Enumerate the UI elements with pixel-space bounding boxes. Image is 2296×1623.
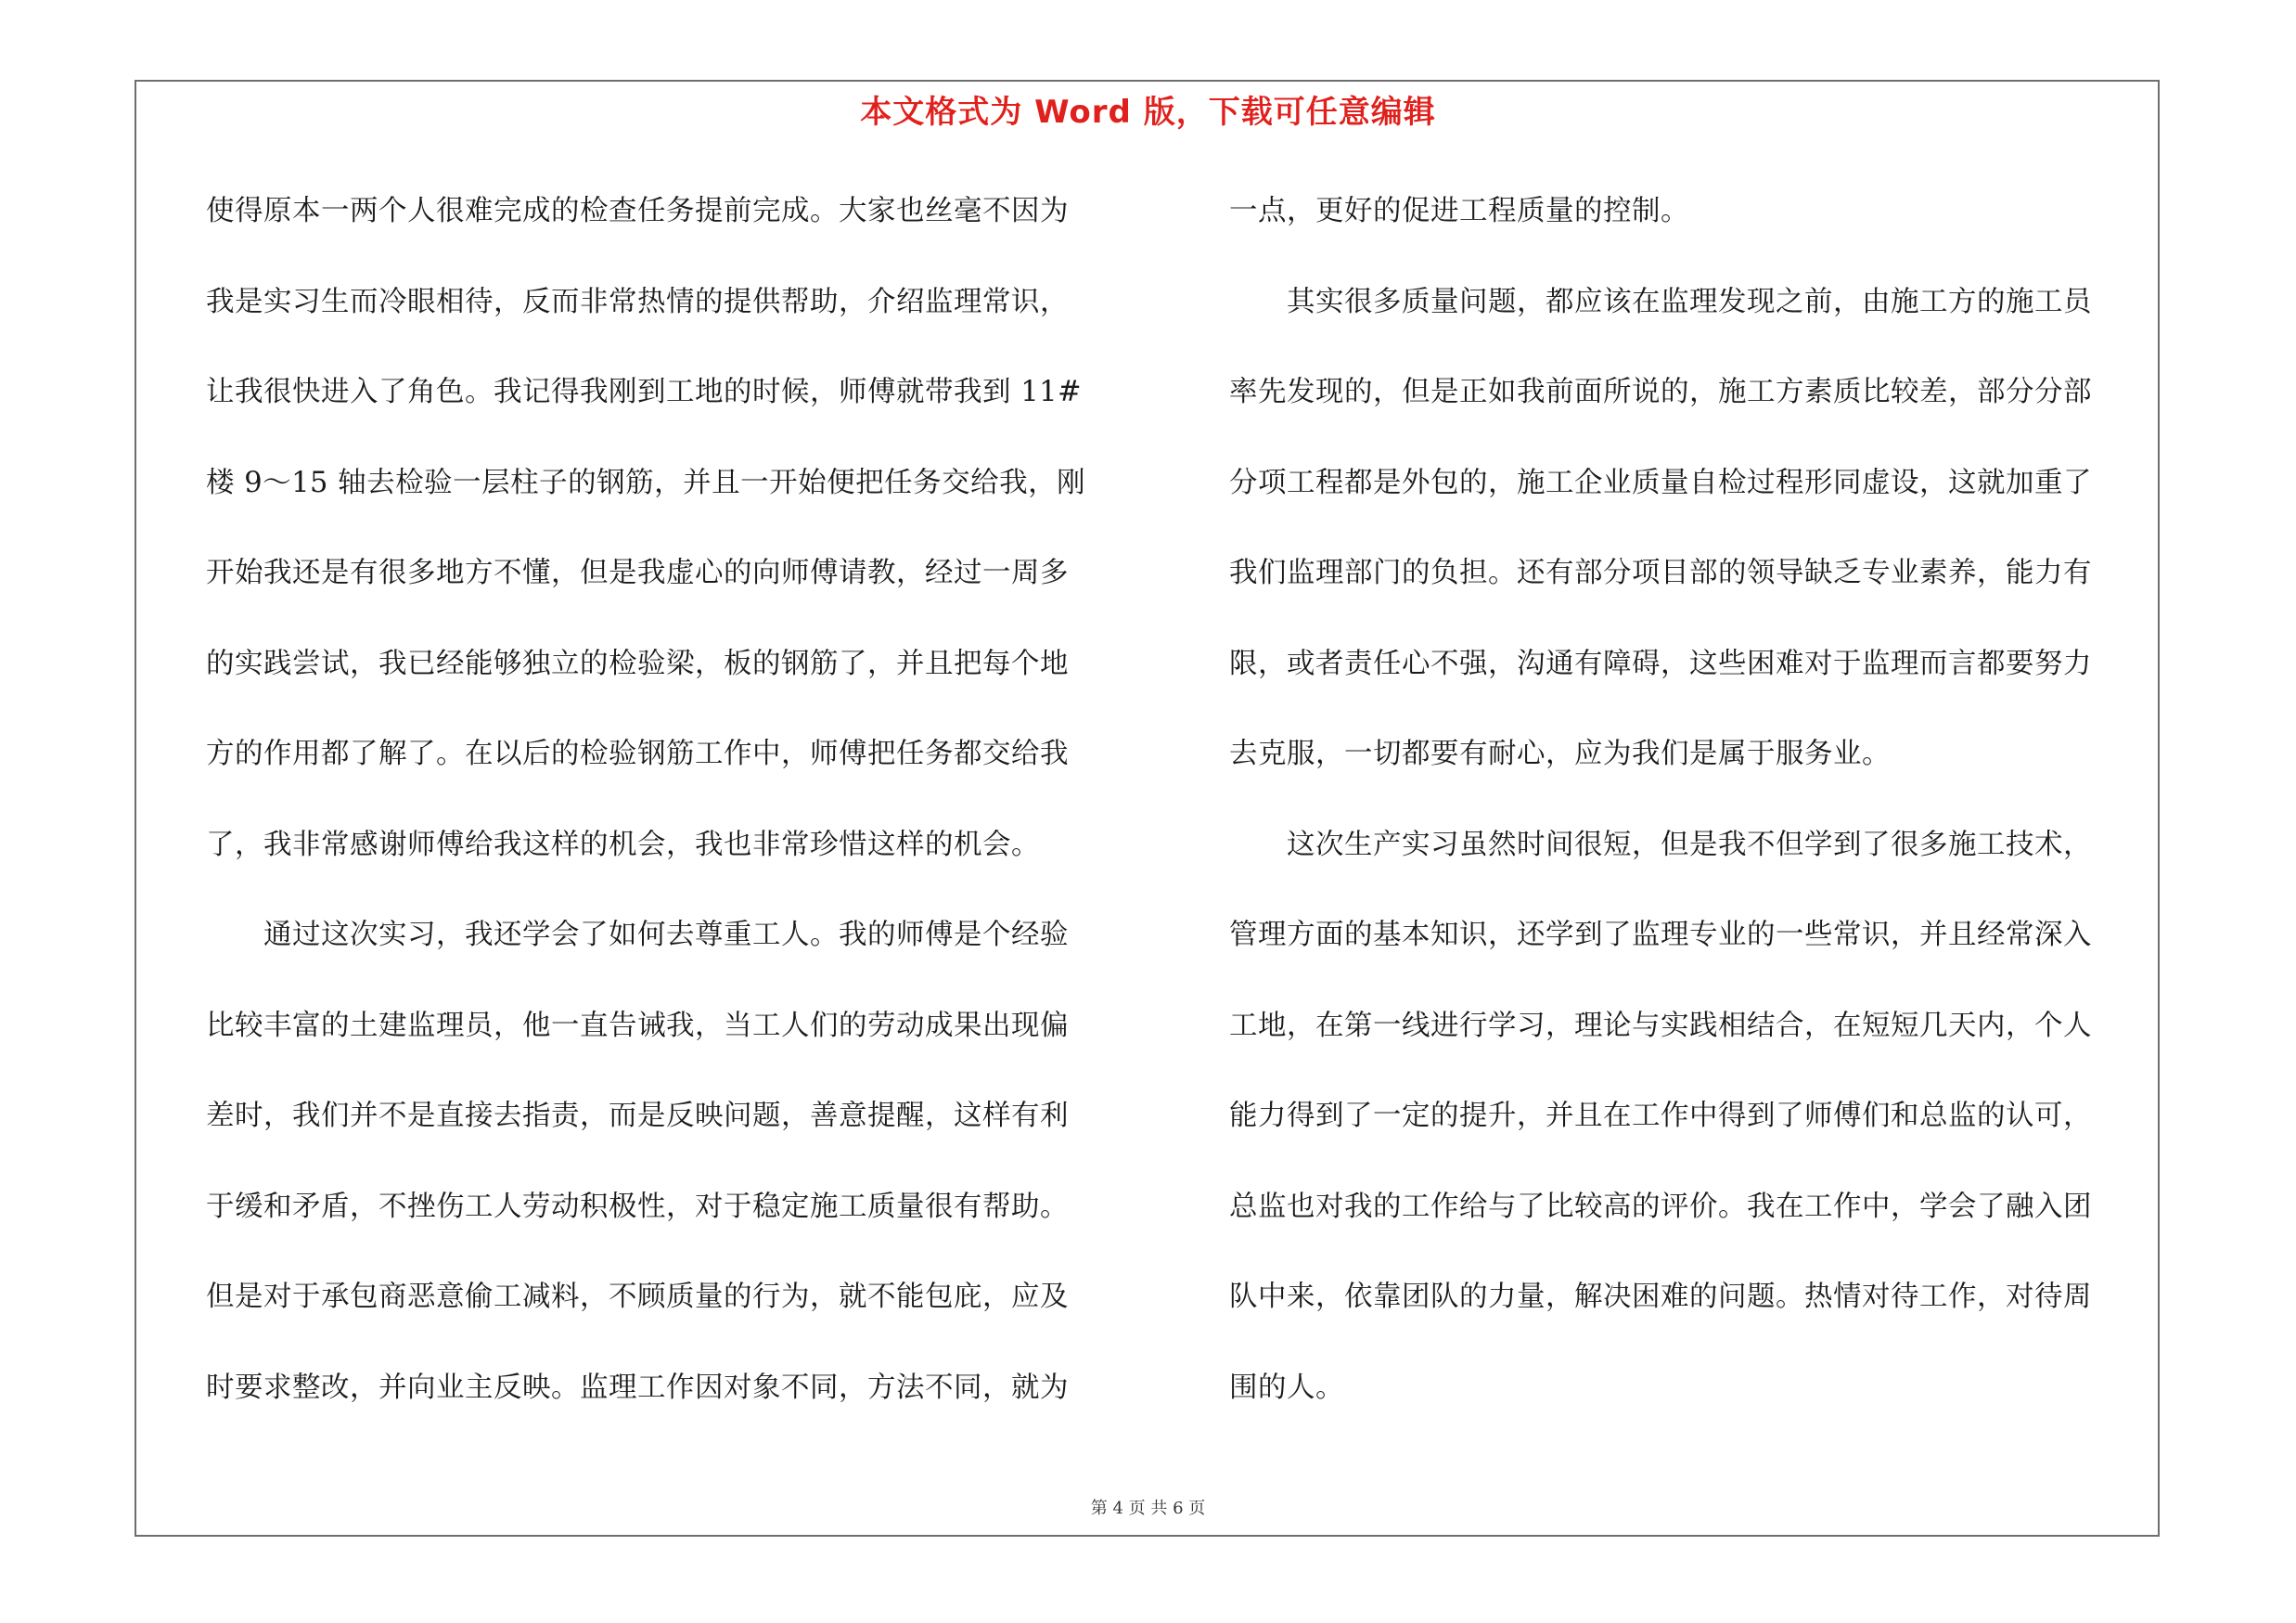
left-line-14: 时要求整改，并向业主反映。监理工作因对象不同，方法不同，就为 — [206, 1372, 1069, 1404]
left-line-9: 通过这次实习，我还学会了如何去尊重工人。我的师傅是个经验 — [206, 919, 1069, 951]
right-line-3: 率先发现的，但是正如我前面所说的，施工方素质比较差，部分分部 — [1229, 376, 2092, 408]
right-line-8: 这次生产实习虽然时间很短，但是我不但学到了很多施工技术， — [1229, 829, 2092, 861]
page-number: 第 4 页 共 6 页 — [1090, 1499, 1206, 1518]
right-line-13: 队中来，依靠团队的力量，解决困难的问题。热情对待工作，对待周 — [1229, 1281, 2092, 1313]
right-line-5: 我们监理部门的负担。还有部分项目部的领导缺乏专业素养，能力有 — [1229, 557, 2092, 589]
left-line-3: 让我很快进入了角色。我记得我刚到工地的时候，师傅就带我到 11# — [206, 376, 1083, 408]
right-line-4: 分项工程都是外包的，施工企业质量自检过程形同虚设，这就加重了 — [1229, 467, 2092, 499]
right-line-9: 管理方面的基本知识，还学到了监理专业的一些常识，并且经常深入 — [1229, 919, 2092, 951]
left-line-12: 于缓和矛盾，不挫伤工人劳动积极性，对于稳定施工质量很有帮助。 — [206, 1191, 1069, 1223]
right-line-7: 去克服，一切都要有耐心，应为我们是属于服务业。 — [1229, 738, 1891, 770]
header-title: 本文格式为 Word 版，下载可任意编辑 — [860, 94, 1436, 131]
left-line-4: 楼 9～15 轴去检验一层柱子的钢筋，并且一开始便把任务交给我，刚 — [206, 467, 1086, 499]
right-line-1: 一点，更好的促进工程质量的控制。 — [1229, 195, 1689, 227]
right-line-2: 其实很多质量问题，都应该在监理发现之前，由施工方的施工员 — [1229, 286, 2092, 318]
right-line-11: 能力得到了一定的提升，并且在工作中得到了师傅们和总监的认可， — [1229, 1100, 2092, 1132]
left-line-11: 差时，我们并不是直接去指责，而是反映问题，善意提醒，这样有利 — [206, 1100, 1069, 1132]
right-line-6: 限，或者责任心不强，沟通有障碍，这些困难对于监理而言都要努力 — [1229, 648, 2092, 680]
left-line-5: 开始我还是有很多地方不懂，但是我虚心的向师傅请教，经过一周多 — [206, 557, 1069, 589]
left-line-2: 我是实习生而冷眼相待，反而非常热情的提供帮助，介绍监理常识， — [206, 286, 1069, 318]
right-line-10: 工地，在第一线进行学习，理论与实践相结合，在短短几天内，个人 — [1229, 1010, 2092, 1042]
left-line-8: 了，我非常感谢师傅给我这样的机会，我也非常珍惜这样的机会。 — [206, 829, 1040, 861]
left-line-13: 但是对于承包商恶意偷工减料，不顾质量的行为，就不能包庇，应及 — [206, 1281, 1069, 1313]
right-line-14: 围的人。 — [1229, 1372, 1344, 1404]
left-line-10: 比较丰富的土建监理员，他一直告诫我，当工人们的劳动成果出现偏 — [206, 1010, 1069, 1042]
left-line-7: 方的作用都了解了。在以后的检验钢筋工作中，师傅把任务都交给我 — [206, 738, 1069, 770]
right-line-12: 总监也对我的工作给与了比较高的评价。我在工作中，学会了融入团 — [1229, 1191, 2092, 1223]
left-line-1: 使得原本一两个人很难完成的检查任务提前完成。大家也丝毫不因为 — [206, 195, 1069, 227]
left-line-6: 的实践尝试，我已经能够独立的检验梁，板的钢筋了，并且把每个地 — [206, 648, 1069, 680]
